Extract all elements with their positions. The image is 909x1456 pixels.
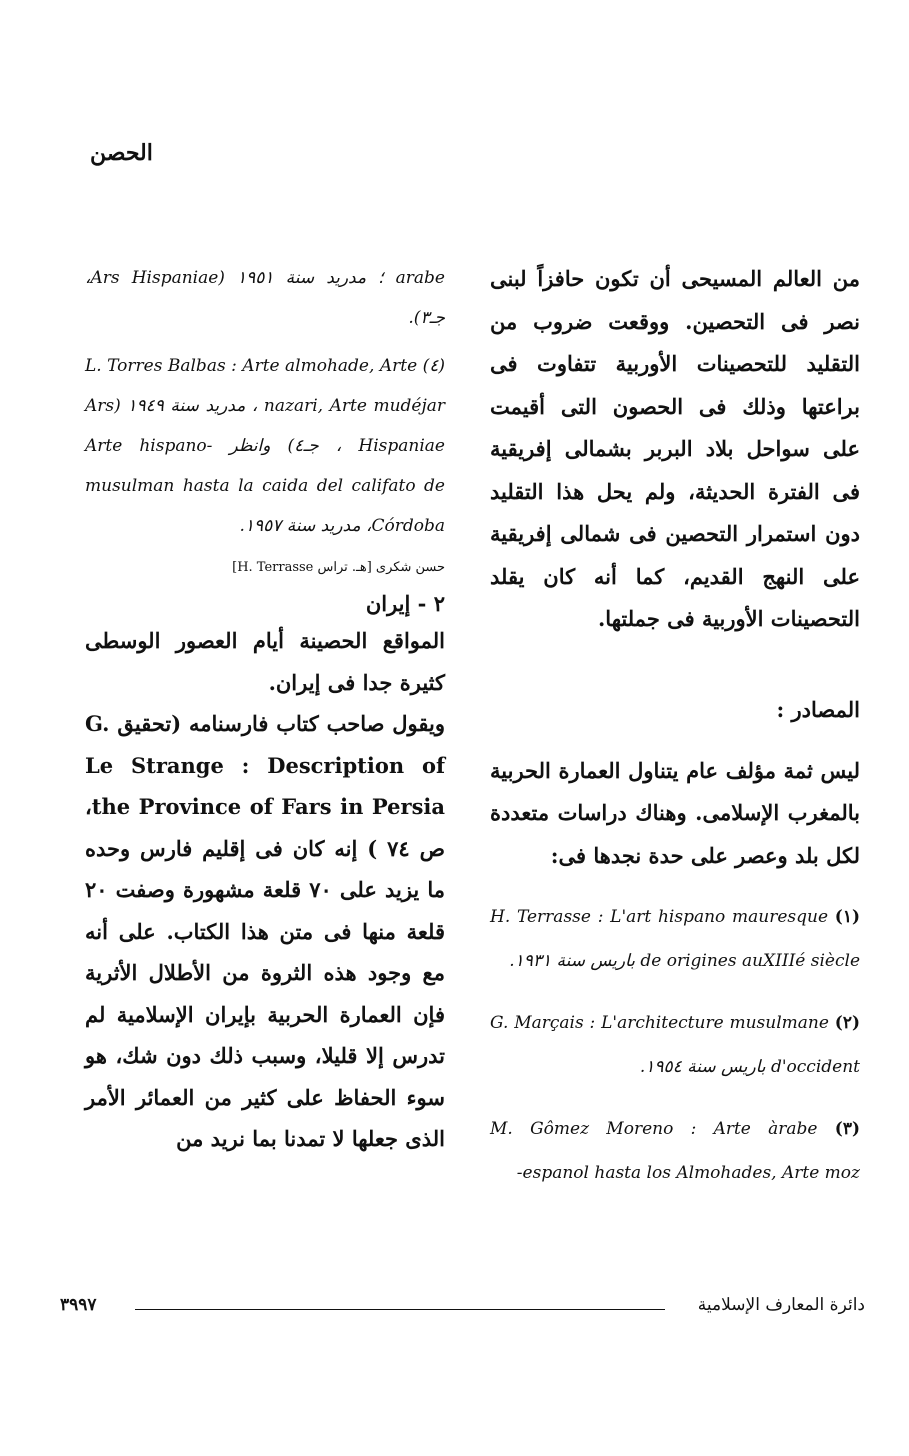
reference-item	[490, 1001, 860, 1089]
footer-rule	[135, 1309, 665, 1310]
page-footer	[60, 1295, 865, 1325]
sources-heading: المصادر :	[776, 696, 860, 722]
encyclopedia-title: دائرة المعارف الإسلامية	[697, 1295, 865, 1315]
page-header-title: الحصن	[90, 140, 153, 166]
reference-item	[490, 895, 860, 983]
reference-item	[490, 1107, 860, 1195]
page-number: ٣٩٩٧	[60, 1295, 97, 1315]
author-signature: حسن شكرى [هـ. تراس H. Terrasse]	[232, 560, 445, 575]
reference-number: (٢)	[834, 1013, 860, 1033]
reference-number: (٣)	[834, 1119, 860, 1139]
left-column	[85, 258, 445, 1160]
reference-text: H. Terrasse : L'art hispano mauresque de origines auXIIIé siècle باريس سنة ١٩٣١.	[490, 907, 860, 971]
sources-intro: ليس ثمة مؤلف عام يتناول العمارة الحربية بالمغرب الإسلامى. وهناك دراسات متعددة لكل بلد وعصر على حدة نجدها فى:	[490, 757, 860, 868]
reference-item-4: (٤) L. Torres Balbas : Arte almohade, Arte nazari, Arte mudéjar ، مدريد سنة ١٩٤٩ (Ars Hispaniae ، جـ٤) وانظر Arte hispano-musulman hasta la caida del califato de Córdoba، مدريد سنة ١٩٥٧.	[85, 356, 445, 536]
body-paragraph: ويقول صاحب كتاب فارسنامه (تحقيق G. Le Strange : Description of the Province of Fars in Persia، ص ٧٤ ) إنه كان فى إقليم فارس وحده ما يزيد على ٧٠ قلعة مشهورة وصفت ٢٠ قلعة منها فى متن هذا الكتاب. على أنه مع وجود هذه الثروة من الأطلال الأثرية فإن العمارة الحربية بإيران الإسلامية لم تدرس إلا قليلا، وسبب ذلك دون شك، هو سوء الحفاظ على كثير من العمائر الأمر الذى جعلها لا تمدنا بما نريد من	[85, 711, 445, 1151]
body-paragraph: المواقع الحصينة أيام العصور الوسطى كثيرة جدا فى إيران.	[85, 628, 445, 695]
right-column	[490, 258, 860, 1195]
reference-continuation: arabe ؛ مدريد سنة ١٩٥١ (Ars Hispaniae، جـ٣).	[85, 268, 445, 328]
reference-text: G. Marçais : L'architecture musulmane d'occident باريس سنة ١٩٥٤.	[490, 1013, 860, 1077]
body-paragraph: من العالم المسيحى أن تكون حافزاً لبنى نصر فى التحصين. ووقعت ضروب من التقليد للتحصينات الأوربية تتفاوت فى براعتها وذلك فى الحصون التى أقيمت على سواحل بلاد البربر بشمالى إفريقية فى الفترة الحديثة، ولم يحل هذا التقليد دون استمرار التحصين فى شمالى إفريقية على النهج القديم، كما أنه كان يقلد التحصينات الأوربية فى جملتها.	[490, 266, 860, 631]
reference-text: M. Gômez Moreno : Arte àrabe espanol hasta los Almohades, Arte moz-	[490, 1119, 860, 1183]
section-heading: ٢ - إيران	[365, 591, 445, 616]
reference-number: (١)	[834, 907, 861, 927]
